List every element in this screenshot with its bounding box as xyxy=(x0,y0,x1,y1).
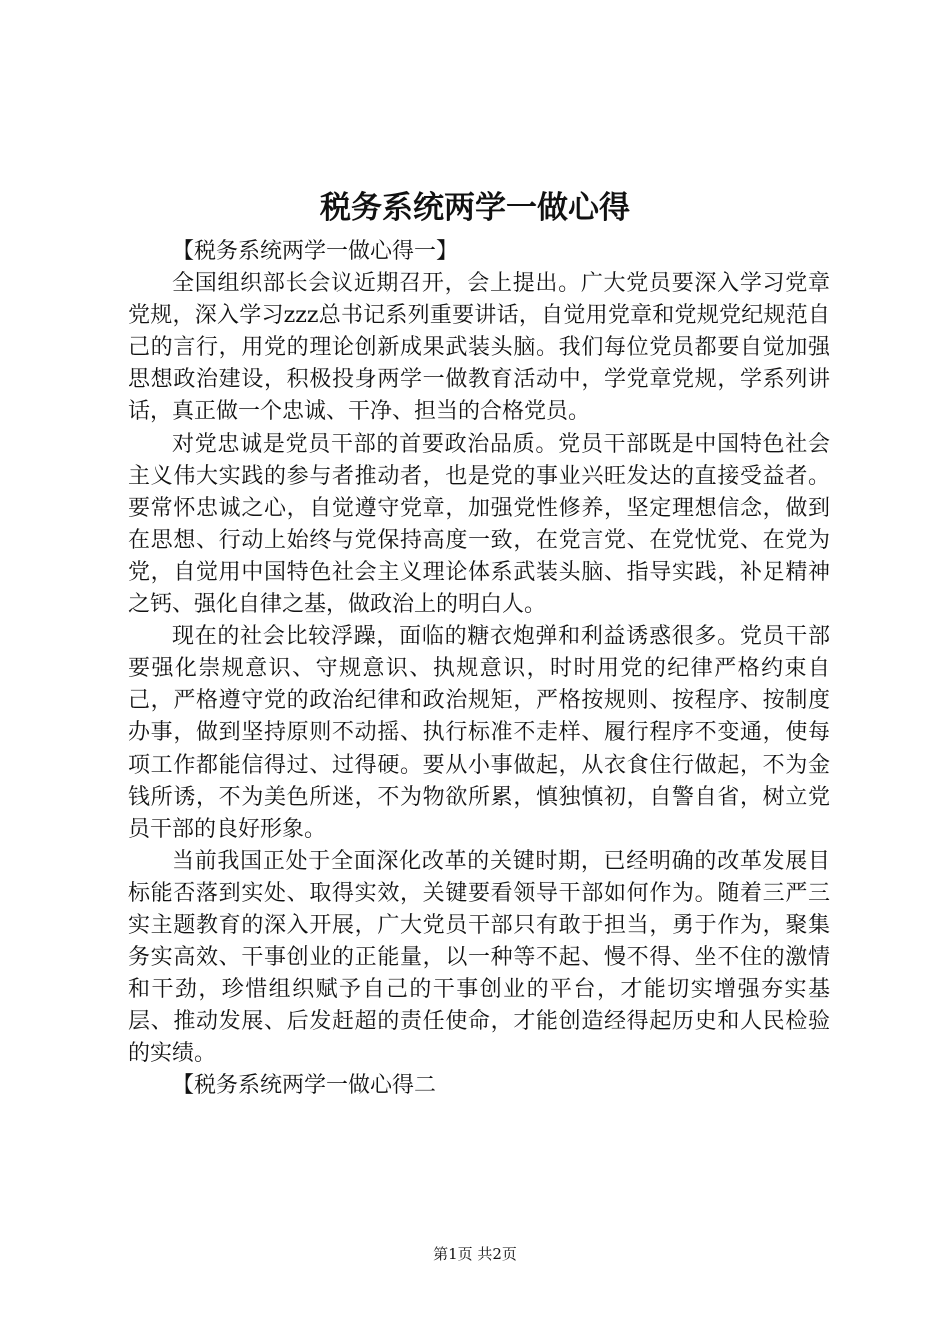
paragraph-4: 当前我国正处于全面深化改革的关键时期，已经明确的改革发展目标能否落到实处、取得实效，关键要看领导干部如何作为。随着三严三实主题教育的深入开展，广大党员干部只有敢于担当，勇于作为，聚集务实高效、干事创业的正能量，以一种等不起、慢不得、坐不住的激情和干劲，珍惜组织赋予自己的干事创业的平台，才能切实增强夯实基层、推动发展、后发赶超的责任使命，才能创造经得起历史和人民检验的实绩。 xyxy=(128,848,830,1067)
document-title: 税务系统两学一做心得 xyxy=(320,190,630,226)
paragraph-1: 全国组织部长会议近期召开，会上提出。广大党员要深入学习党章党规，深入学习zzz总书记系列重要讲话，自觉用党章和党规党纪规范自己的言行，用党的理论创新成果武装头脑。我们每位党员都要自觉加强思想政治建设，积极投身两学一做教育活动中，学党章党规，学系列讲话，真正做一个忠诚、干净、担当的合格党员。 xyxy=(128,271,830,425)
paragraph-2: 对党忠诚是党员干部的首要政治品质。党员干部既是中国特色社会主义伟大实践的参与者推动者，也是党的事业兴旺发达的直接受益者。要常怀忠诚之心，自觉遵守党章，加强党性修养，坚定理想信念，做到在思想、行动上始终与党保持高度一致，在党言党、在党忧党、在党为党，自觉用中国特色社会主义理论体系武装头脑、指导实践，补足精神之钙、强化自律之基，做政治上的明白人。 xyxy=(128,431,830,618)
document-body xyxy=(128,236,830,1103)
section-two-heading: 【税务系统两学一做心得二 xyxy=(172,1073,437,1099)
paragraph-3: 现在的社会比较浮躁，面临的糖衣炮弹和利益诱惑很多。党员干部要强化崇规意识、守规意识、执规意识，时时用党的纪律严格约束自己，严格遵守党的政治纪律和政治规矩，严格按规则、按程序、按制度办事，做到坚持原则不动摇、执行标准不走样、履行程序不变通，使每项工作都能信得过、过得硬。要从小事做起，从衣食住行做起，不为金钱所诱，不为美色所迷，不为物欲所累，慎独慎初，自警自省，树立党员干部的良好形象。 xyxy=(128,624,830,842)
section-one-heading: 【税务系统两学一做心得一】 xyxy=(172,239,459,264)
page-footer: 第1页 共2页 xyxy=(433,1245,517,1263)
